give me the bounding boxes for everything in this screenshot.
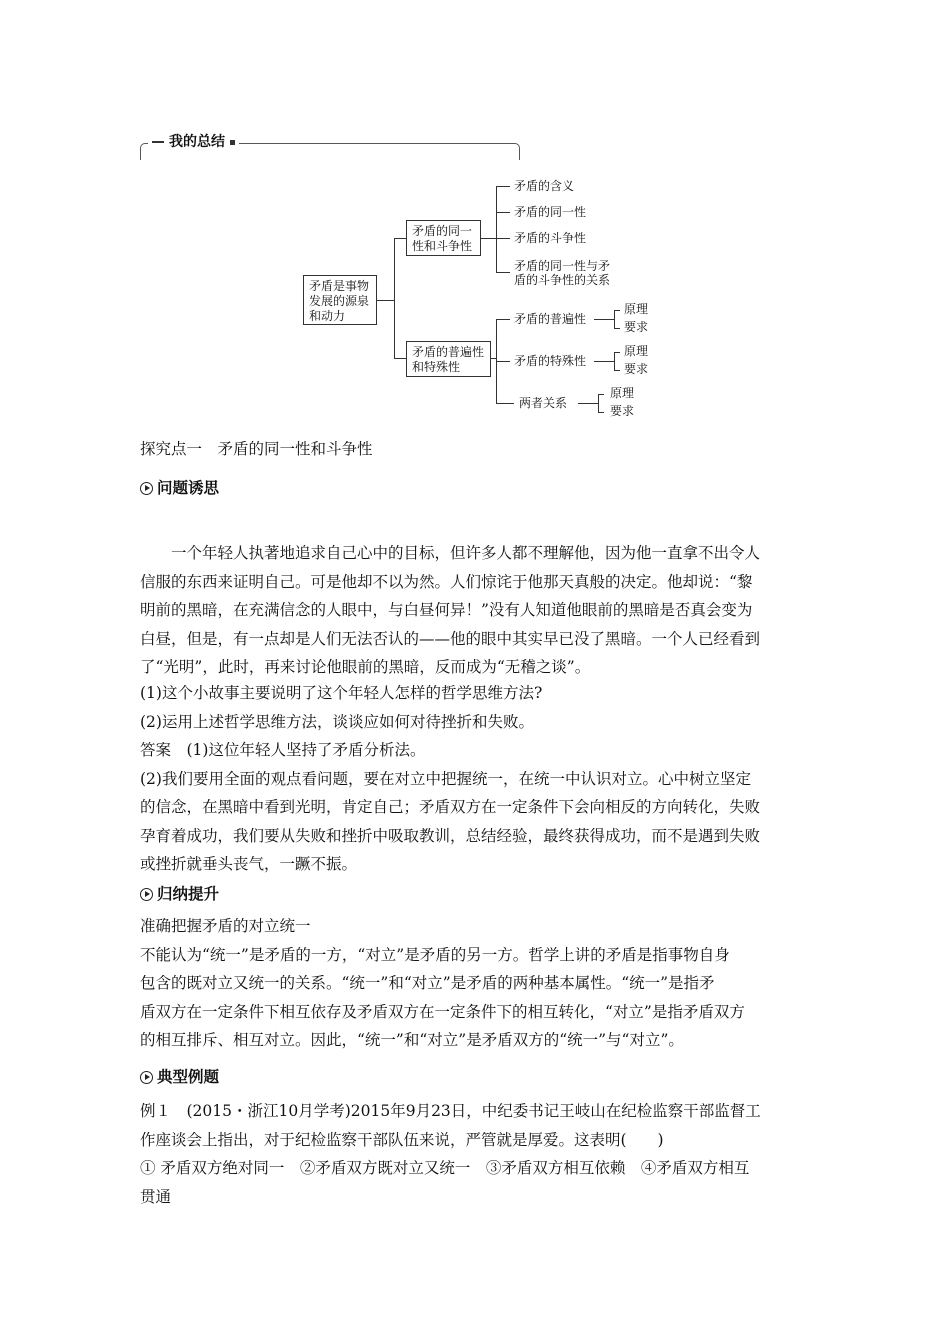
connector (481, 238, 496, 239)
connector (598, 394, 599, 412)
root-line: 矛盾是事物 (309, 279, 370, 293)
induct-heading-text: 归纳提升 (157, 885, 220, 903)
answer-line: 答案 (1)这位年轻人坚持了矛盾分析法。 (140, 741, 426, 759)
branch-node-universality-particularity (406, 341, 491, 377)
induct-paragraph (140, 912, 812, 1055)
induct-line: 不能认为“统一”是矛盾的一方，“对立”是矛盾的另一方。哲学上讲的矛盾是指事物自身 (140, 945, 730, 964)
sub-requirement: 要求 (624, 320, 649, 334)
play-circle-icon (140, 1071, 153, 1084)
connector (614, 310, 620, 311)
connector (578, 403, 598, 404)
connector (377, 300, 394, 301)
connector (614, 310, 615, 328)
item-struggle: 矛盾的斗争性 (514, 231, 587, 245)
answer-line: 或挫折就垂头丧气，一蹶不振。 (140, 855, 358, 873)
answer-line: (2)我们要用全面的观点看问题，要在对立中把握统一，在统一中认识对立。心中树立坚定 (140, 769, 751, 788)
connector (496, 186, 510, 187)
induct-line: 盾双方在一定条件下相互依存及矛盾双方在一定条件下的相互转化，“对立”是指矛盾双方 (140, 1002, 745, 1021)
branch-label-line: 和特殊性 (412, 360, 461, 374)
story-line: 明前的黑暗，在充满信念的人眼中，与白昼何异！”没有人知道他眼前的黑暗是否真会变为 (140, 601, 753, 619)
question-item: (2)运用上述哲学思维方法，谈谈应如何对待挫折和失败。 (140, 712, 534, 731)
story-line: 信服的东西来证明自己。可是他却不以为然。人们惊诧于他那天真般的决定。他却说：“黎 (140, 572, 753, 591)
connector (496, 212, 510, 213)
connector (496, 272, 510, 273)
induct-heading (140, 883, 219, 905)
questions-block (140, 679, 812, 879)
question-heading-text: 问题诱思 (157, 479, 220, 497)
connector (496, 238, 510, 239)
item-contradiction-meaning: 矛盾的含义 (514, 179, 575, 193)
example-heading (140, 1066, 219, 1088)
root-line: 发展的源泉 (309, 294, 370, 308)
induct-line: 准确把握矛盾的对立统一 (140, 917, 311, 935)
answer-line: 孕育着成功，我们要从失败和挫折中吸取教训，总结经验，最终获得成功，而不是遇到失败 (140, 826, 761, 845)
sub-requirement: 要求 (624, 362, 649, 376)
root-line: 和动力 (309, 309, 346, 323)
connector (594, 319, 614, 320)
induct-line: 包含的既对立又统一的关系。“统一”和“对立”是矛盾的两种基本属性。“统一”是指矛 (140, 974, 715, 992)
branch-label-line: 矛盾的同一 (412, 224, 473, 238)
example-line: 贯通 (140, 1187, 172, 1206)
question-item: (1)这个小故事主要说明了这个年轻人怎样的哲学思维方法? (140, 684, 543, 702)
connector (496, 186, 497, 272)
item-relation-line: 盾的斗争性的关系 (514, 273, 611, 287)
example-line: 作座谈会上指出，对于纪检监察干部队伍来说，严管就是厚爱。这表明( ) (140, 1130, 664, 1149)
connector (614, 370, 620, 371)
item-relation-line: 矛盾的同一性与矛 (514, 259, 611, 273)
item-particularity: 矛盾的特殊性 (514, 354, 587, 368)
play-circle-icon (140, 888, 153, 901)
connector (496, 403, 514, 404)
story-line: 一个年轻人执著地追求自己心中的目标，但许多人都不理解他，因为他一直拿不出令人 (171, 544, 761, 562)
story-paragraph (140, 539, 812, 682)
connector (594, 361, 614, 362)
sub-principle: 原理 (624, 344, 649, 358)
branch-label-line: 矛盾的普遍性 (412, 345, 485, 359)
story-line: 了“光明”，此时，再来讨论他眼前的黑暗，反而成为“无稽之谈”。 (140, 658, 591, 676)
sub-principle: 原理 (624, 302, 649, 316)
example-paragraph (140, 1097, 812, 1211)
item-universality: 矛盾的普遍性 (514, 312, 587, 326)
play-circle-icon (140, 482, 153, 495)
summary-heading (148, 132, 239, 152)
example-line: 例１ (2015・浙江10月学考)2015年9月23日，中纪委书记王岐山在纪检监察干部监督工 (140, 1102, 761, 1120)
connector (394, 238, 406, 239)
question-heading (140, 477, 219, 499)
connector (394, 358, 406, 359)
item-identity: 矛盾的同一性 (514, 205, 587, 219)
branch-node-identity-struggle (406, 220, 481, 256)
connector (496, 319, 510, 320)
example-options: ① 矛盾双方绝对同一 ②矛盾双方既对立又统一 ③矛盾双方相互依赖 ④矛盾双方相互 (140, 1159, 750, 1177)
root-node (303, 275, 377, 325)
dash-icon (152, 141, 164, 143)
connector (496, 361, 510, 362)
sub-requirement: 要求 (610, 404, 635, 418)
connector (394, 238, 395, 358)
connector (614, 328, 620, 329)
induct-line: 的相互排斥、相互对立。因此，“统一”和“对立”是矛盾双方的“统一”与“对立”。 (140, 1031, 684, 1049)
section-title: 探究点一 矛盾的同一性和斗争性 (140, 440, 373, 458)
square-icon (230, 140, 235, 145)
summary-title: 我的总结 (169, 134, 225, 150)
branch-label-line: 性和斗争性 (412, 239, 473, 253)
sub-principle: 原理 (610, 386, 635, 400)
connector (598, 394, 604, 395)
example-heading-text: 典型例题 (157, 1068, 220, 1086)
item-relation: 两者关系 (519, 396, 568, 410)
connector (614, 352, 620, 353)
answer-line: 的信念，在黑暗中看到光明，肯定自己；矛盾双方在一定条件下会向相反的方向转化，失败 (140, 798, 761, 816)
connector (598, 412, 604, 413)
connector (614, 352, 615, 370)
story-line: 白昼，但是，有一点却是人们无法否认的——他的眼中其实早已没了黑暗。一个人已经看到 (140, 629, 761, 648)
